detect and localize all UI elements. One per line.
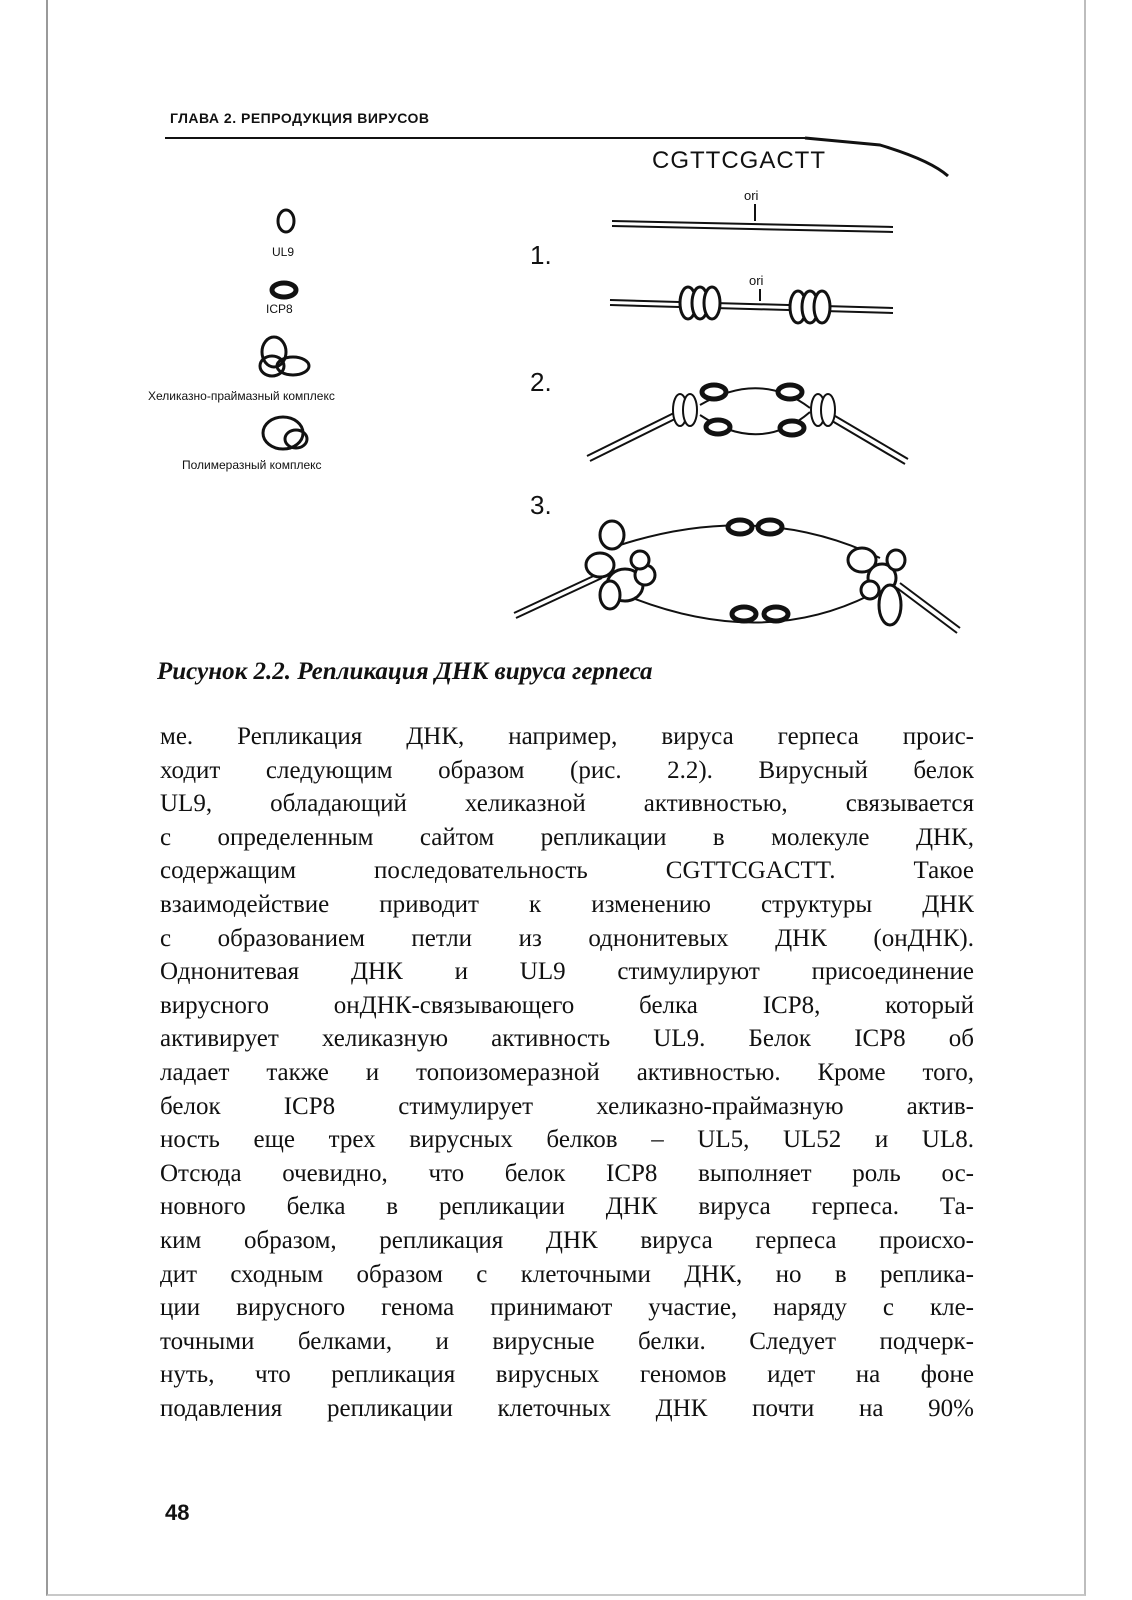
body-line: Отсюда очевидно, что белок ICP8 выполняет роль ос- — [160, 1159, 974, 1187]
step1-ul9-right — [790, 291, 830, 323]
body-line: взаимодействие приводит к изменению структуры ДНК — [160, 890, 974, 918]
ori-label-step1: ori — [749, 273, 764, 288]
body-line: с определенным сайтом репликации в молекуле ДНК, — [160, 823, 974, 851]
step2-replication-bubble — [587, 388, 908, 464]
step1-dna-duplex — [610, 289, 893, 313]
body-line: точными белками, и вирусные белки. Следует подчерк- — [160, 1327, 974, 1355]
step1-ul9-left — [680, 287, 720, 319]
body-line: ность еще трех вирусных белков – UL5, UL52 и UL8. — [160, 1126, 974, 1154]
body-line: ции вирусного генома принимают участие, наряду с кле- — [160, 1294, 974, 1322]
body-line: содержащим последовательность CGTTCGACTT. Такое — [160, 857, 974, 885]
sequence-label: CGTTCGACTT — [652, 147, 826, 174]
body-line: белок ICP8 стимулирует хеликазно-праймазную актив- — [160, 1092, 974, 1120]
step3-icp8 — [728, 520, 788, 621]
step2-ul9-left — [673, 394, 697, 426]
page-number: 48 — [165, 1500, 190, 1525]
helicase-primase-complex-icon — [260, 337, 309, 376]
running-head: ГЛАВА 2. РЕПРОДУКЦИЯ ВИРУСОВ — [170, 110, 430, 126]
body-text — [160, 720, 974, 1425]
body-line: UL9, обладающий хеликазной активностью, связывается — [160, 790, 974, 818]
step-3-number: 3. — [530, 490, 552, 520]
body-line: вирусного онДНК-связывающего белка ICP8, который — [160, 991, 974, 1019]
body-line: ме. Репликация ДНК, например, вируса герпеса проис- — [160, 723, 974, 750]
body-line: ходит следующим образом (рис. 2.2). Вирусный белок — [160, 756, 974, 784]
body-line: ладает также и топоизомеразной активностью. Кроме того, — [160, 1058, 974, 1086]
icp8-icon — [272, 283, 296, 297]
figure-dna-replication — [0, 0, 1132, 660]
step2-ul9-right — [811, 394, 835, 426]
sequence-pointer-line — [805, 138, 948, 176]
figure-caption: Рисунок 2.2. Репликация ДНК вируса герпеса — [157, 658, 653, 685]
body-line: нуть, что репликация вирусных геномов идет на фоне — [160, 1361, 974, 1389]
legend-label-icp8: ICP8 — [266, 302, 293, 316]
body-line: активирует хеликазную активность UL9. Белок ICP8 об — [160, 1025, 974, 1053]
body-line: ким образом, репликация ДНК вируса герпеса происхо- — [160, 1226, 974, 1254]
body-line: дит сходным образом с клеточными ДНК, но в реплика- — [160, 1260, 974, 1288]
figure-drawing — [0, 0, 1132, 660]
step0-dna-duplex — [612, 204, 893, 232]
ul9-icon — [278, 210, 294, 232]
body-line: Однонитевая ДНК и UL9 стимулируют присоединение — [160, 958, 974, 986]
step3-left-replisome — [586, 521, 655, 609]
body-line: подавления репликации клеточных ДНК почти на 90% — [160, 1394, 974, 1422]
ori-label-step0: ori — [744, 188, 759, 203]
body-line: новного белка в репликации ДНК вируса герпеса. Та- — [160, 1193, 974, 1221]
body-line: с образованием петли из однонитевых ДНК (онДНК). — [160, 924, 974, 952]
step3-right-replisome — [848, 548, 905, 625]
legend-label-polymerase: Полимеразный комплекс — [182, 458, 322, 472]
step-2-number: 2. — [530, 367, 552, 397]
step-1-number: 1. — [530, 240, 552, 270]
polymerase-complex-icon — [263, 417, 307, 449]
legend-label-ul9: UL9 — [272, 245, 295, 259]
legend-label-helicase-primase: Хеликазно-праймазный комплекс — [148, 389, 335, 403]
step2-icp8 — [702, 385, 804, 435]
